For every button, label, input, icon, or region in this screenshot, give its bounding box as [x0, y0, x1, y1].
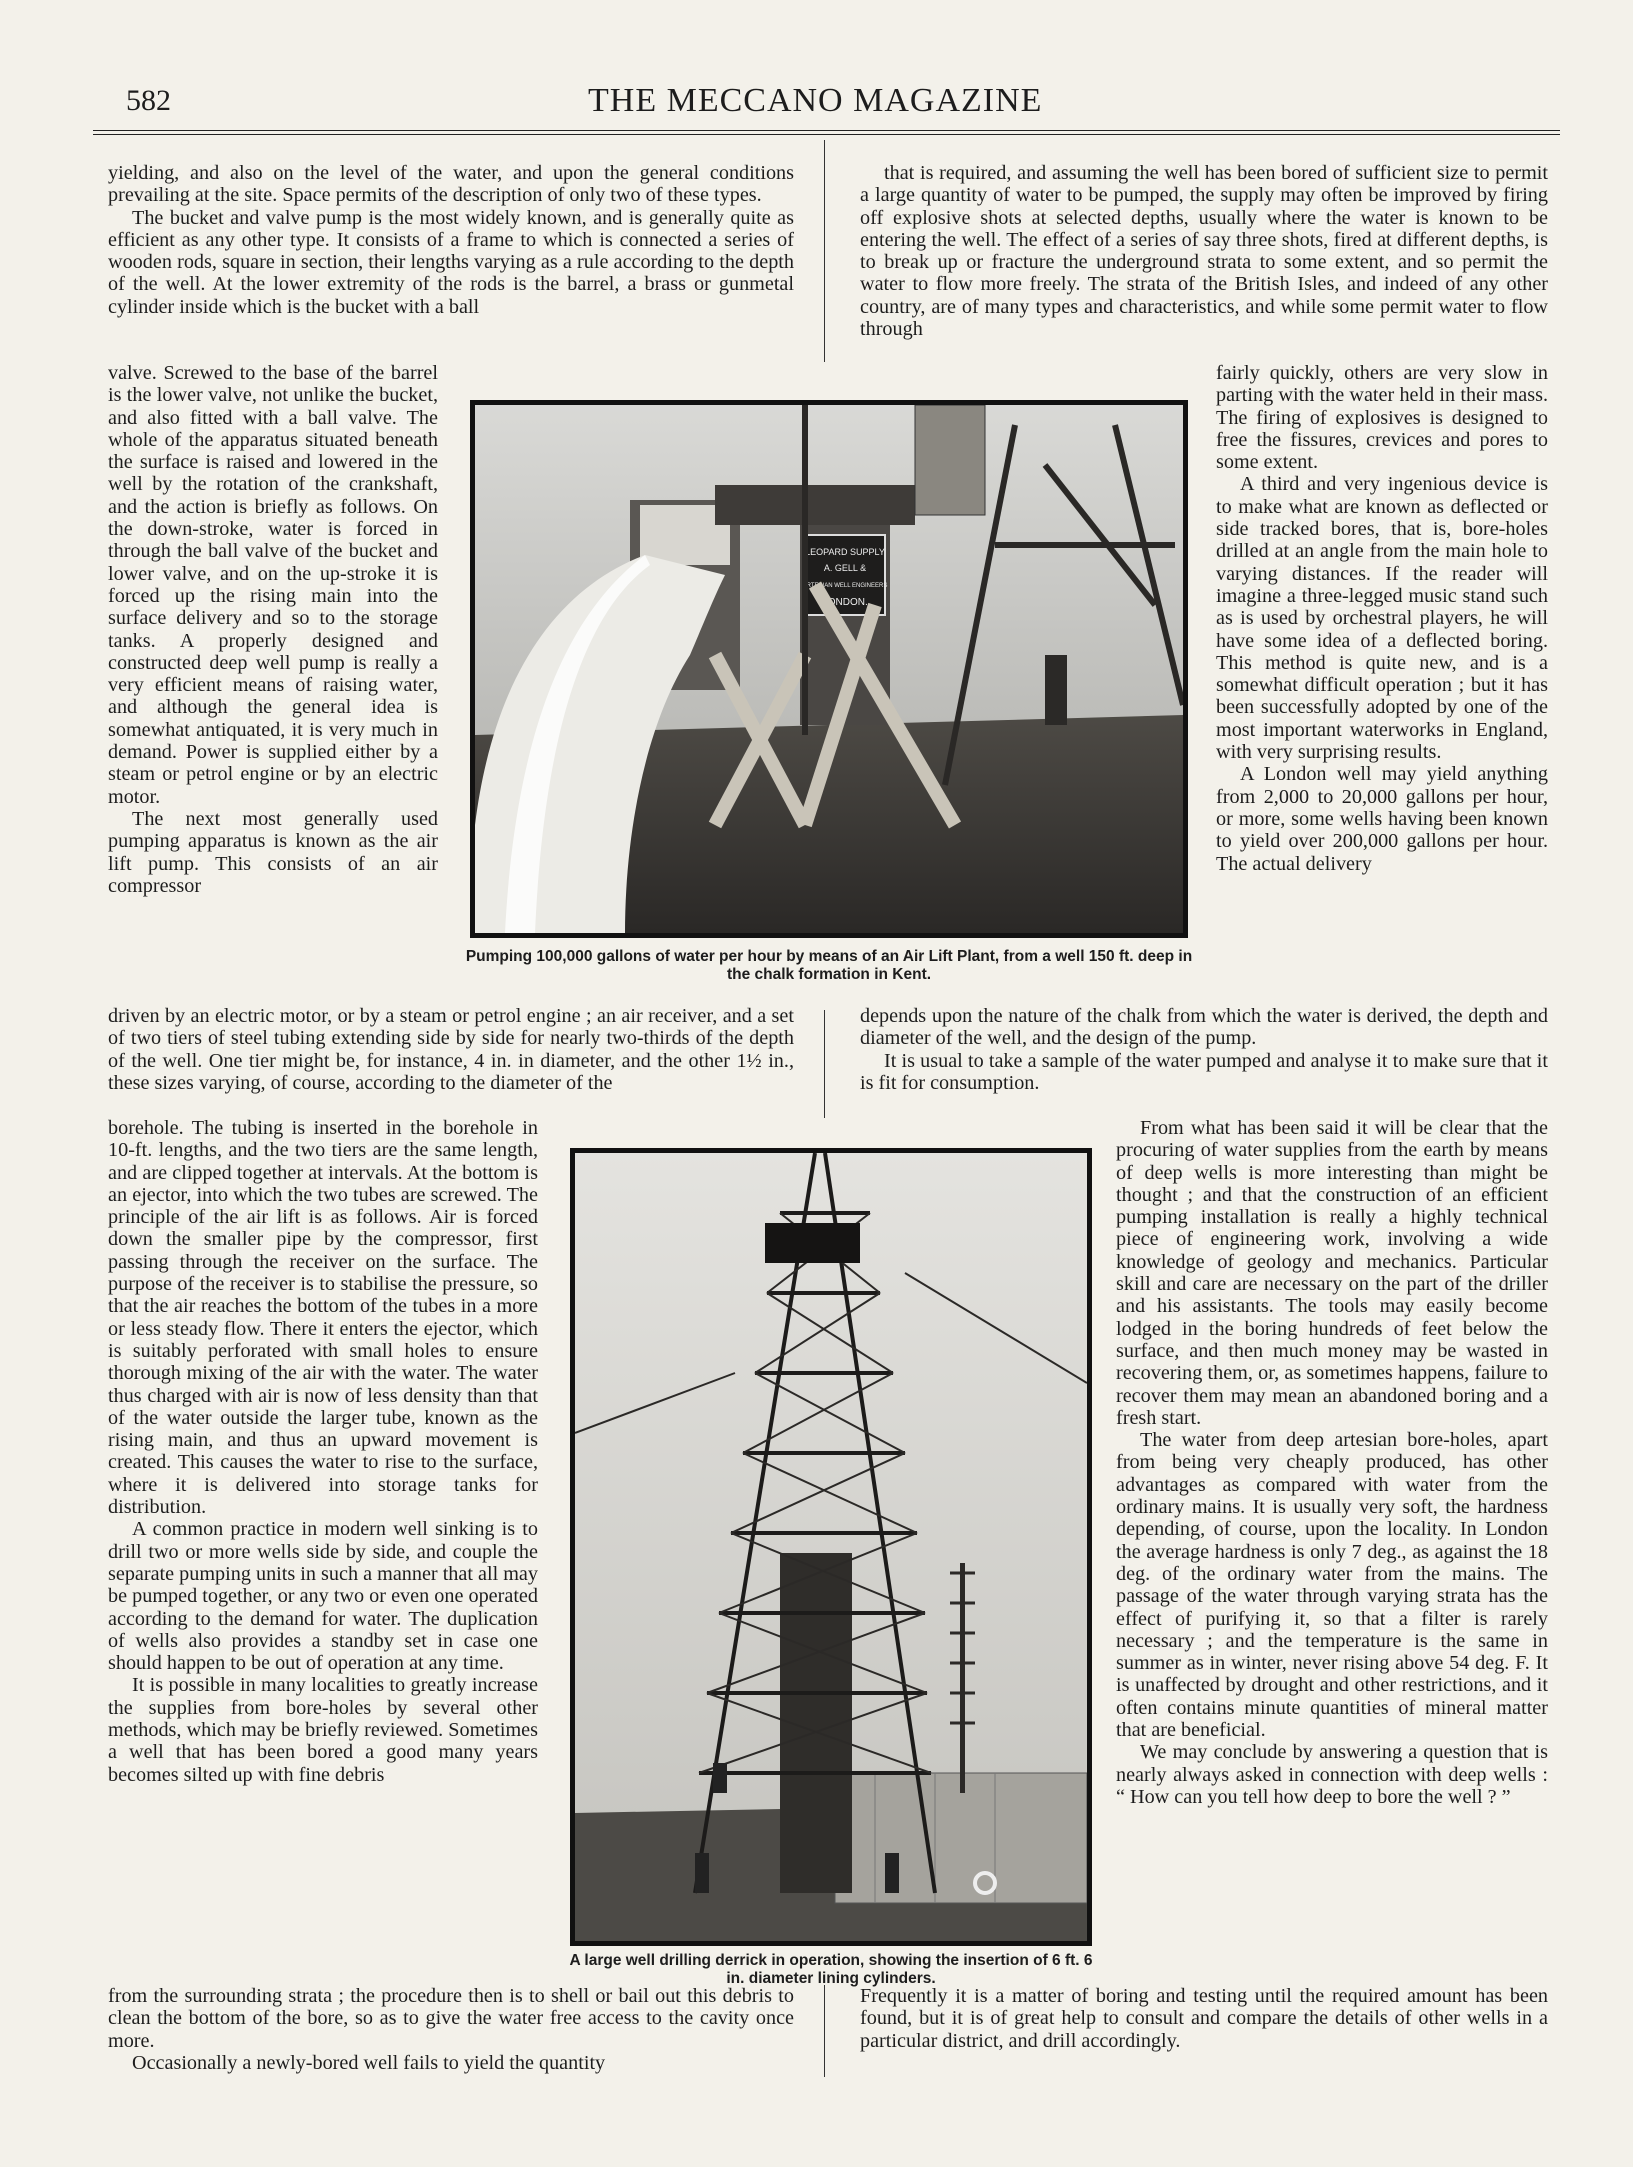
paragraph: A third and very ingenious device is to make what are known as deflected or side tracked bores, that is, bore-holes drilled at an angle from the main hole to varying distances. If the reader will imagine a three-legged music stand such as is used by orchestral players, he will have some idea of a deflected boring. This method is quite new, and is a somewhat difficult operation ; but it has been successfully adopted by one of the most important waterworks in England, with very surprising results.: [1216, 473, 1548, 764]
photo-air-lift-caption: Pumping 100,000 gallons of water per hour by means of an Air Lift Plant, from a well 150 ft. deep in the chalk formation in Kent.: [465, 948, 1193, 983]
photo-drilling-derrick: [570, 1148, 1092, 1946]
text-right-mid: [860, 1005, 1548, 1094]
text-left-lower: [108, 1117, 538, 1786]
sign-text-line: ARTESIAN WELL ENGINEERS: [802, 583, 888, 589]
paragraph: A common practice in modern well sinking is to drill two or more wells side by side, and couple the separate pumping units in such a manner that all may be pumped together, or any two or even one operated according to the demand for water. The duplication of wells also provides a standby set in case one should happen to be out of operation at any time.: [108, 1518, 538, 1675]
sign-text-line: LEOPARD SUPPLY: [805, 547, 885, 557]
air-lift-plant-illustration: [475, 405, 1183, 933]
paragraph: It is possible in many localities to greatly increase the supplies from bore-holes by several other methods, which may be briefly reviewed. Sometimes a well that has been bored a good many years becomes silted up with fine debris: [108, 1674, 538, 1786]
paragraph: fairly quickly, others are very slow in parting with the water held in their mass. The firing of explosives is designed to free the fissures, crevices and pores to some extent.: [1216, 362, 1548, 474]
paragraph: Frequently it is a matter of boring and testing until the required amount has been found, but it is of great help to consult and compare the details of other wells in a particular district, and drill accordingly.: [860, 1985, 1548, 2052]
text-left-top: [108, 162, 794, 318]
text-right-narrow: [1216, 362, 1548, 875]
column-divider-bottom: [824, 1985, 825, 2077]
text-left-narrow: [108, 362, 438, 897]
paragraph: yielding, and also on the level of the water, and upon the general conditions prevailing at the site. Space permits of the description of only two of these types.: [108, 162, 794, 207]
paragraph: We may conclude by answering a question that is nearly always asked in connection with deep wells : “ How can you tell how deep to bore the well ? ”: [1116, 1741, 1548, 1808]
text-right-top: [860, 162, 1548, 340]
paragraph: From what has been said it will be clear that the procuring of water supplies from the earth by means of deep wells is more interesting than might be thought ; and that the construction of an efficient pumping installation is really a highly technical piece of engineering work, involving a wide knowledge of geology and mechanics. Particular skill and care are necessary on the part of the driller and his assistants. The tools may easily become lodged in the boring hundreds of feet below the surface, and then much money may be wasted in recovering them, or, as sometimes happens, failure to recover them may mean an abandoned boring and a fresh start.: [1116, 1117, 1548, 1429]
column-divider-top: [824, 140, 825, 362]
drilling-derrick-illustration: [575, 1153, 1087, 1941]
paragraph: A London well may yield anything from 2,000 to 20,000 gallons per hour, or more, some wells having been known to yield over 200,000 gallons per hour. The actual delivery: [1216, 763, 1548, 875]
sign-text-line: LONDON.: [822, 597, 868, 608]
text-left-bottom: [108, 1985, 794, 2074]
header-rule-bottom: [93, 134, 1560, 135]
paragraph: It is usual to take a sample of the water pumped and analyse it to make sure that it is fit for consumption.: [860, 1049, 1548, 1094]
paragraph: valve. Screwed to the base of the barrel is the lower valve, not unlike the bucket, and also fitted with a ball valve. The whole of the apparatus situated beneath the surface is raised and lowered in the well by the rotation of the crankshaft, and the action is briefly as follows. On the down-stroke, water is forced in through the ball valve of the bucket and lower valve, and on the up-stroke it is forced up the rising main into the surface delivery and so to the storage tanks. A properly designed and constructed deep well pump is really a very efficient means of raising water, and although the general idea is somewhat antiquated, it is very much in demand. Power is supplied either by a steam or petrol engine or by an electric motor.: [108, 362, 438, 808]
paragraph: from the surrounding strata ; the procedure then is to shell or bail out this debris to clean the bottom of the bore, so as to give the water free access to the cavity once more.: [108, 1985, 794, 2052]
sign-text-line: A. GELL &: [823, 563, 867, 573]
photo-air-lift-plant: [470, 400, 1188, 938]
photo-derrick-caption: A large well drilling derrick in operation, showing the insertion of 6 ft. 6 in. diameter lining cylinders.: [569, 1952, 1093, 1987]
paragraph: The bucket and valve pump is the most widely known, and is generally quite as efficient as any other type. It consists of a frame to which is connected a series of wooden rods, square in section, their lengths varying as a rule according to the depth of the well. At the lower extremity of the rods is the barrel, a brass or gunmetal cylinder inside which is the bucket with a ball: [108, 206, 794, 318]
paragraph: depends upon the nature of the chalk from which the water is derived, the depth and diameter of the well, and the design of the pump.: [860, 1005, 1548, 1050]
paragraph: Occasionally a newly-bored well fails to yield the quantity: [132, 2051, 606, 2074]
page-number: 582: [126, 84, 171, 117]
paragraph: The water from deep artesian bore-holes, apart from being very cheaply produced, has other advantages as compared with water from the ordinary mains. It is usually very soft, the hardness depending, of course, upon the locality. In London the average hardness is only 7 deg., as against the 18 deg. of the ordinary water from the mains. The passage of the water through varying strata has the effect of purifying it, so that a filter is rarely necessary ; and the temperature is the same in summer as in winter, never rising above 54 deg. F. It is unaffected by drought and other restrictions, and it often contains minute quantities of mineral matter that are beneficial.: [1116, 1429, 1548, 1742]
paragraph: borehole. The tubing is inserted in the borehole in 10-ft. lengths, and the two tiers are the same length, and are clipped together at intervals. At the bottom is an ejector, into which the two tubes are screwed. The principle of the air lift is as follows. Air is forced down the smaller pipe by the compressor, first passing through the receiver on the surface. The purpose of the receiver is to stabilise the pressure, so that the air reaches the bottom of the tubes in a more or less steady flow. There it enters the ejector, which is suitably perforated with small holes to ensure thorough mixing of the air with the water. The water thus charged with air is now of less density than that of the water outside the larger tube, known as the rising main, and thus an upward movement is created. This causes the water to rise to the surface, where it is delivered into storage tanks for distribution.: [108, 1117, 538, 1519]
paragraph: that is required, and assuming the well has been bored of sufficient size to permit a large quantity of water to be pumped, the supply may often be improved by firing off explosive shots at selected depths, usually where the water is known to be entering the well. The effect of a series of say three shots, fired at different depths, is to break up or fracture the underground strata to some extent, and so permit the water to flow more freely. The strata of the British Isles, and indeed of any other country, are of many types and characteristics, and while some permit water to flow through: [860, 162, 1548, 341]
text-left-mid: [108, 1005, 794, 1094]
paragraph: The next most generally used pumping apparatus is known as the air lift pump. This consists of an air compressor: [108, 807, 438, 897]
page-title: THE MECCANO MAGAZINE: [588, 82, 1043, 119]
text-right-bottom: [860, 1985, 1548, 2052]
paragraph: driven by an electric motor, or by a steam or petrol engine ; an air receiver, and a set of two tiers of steel tubing extending side by side for nearly two-thirds of the depth of the well. One tier might be, for instance, 4 in. in diameter, and the other 1½ in., these sizes varying, of course, according to the diameter of the: [108, 1005, 794, 1094]
column-divider-middle: [824, 1010, 825, 1118]
text-right-lower: [1116, 1117, 1548, 1808]
header-rule-top: [93, 130, 1560, 131]
